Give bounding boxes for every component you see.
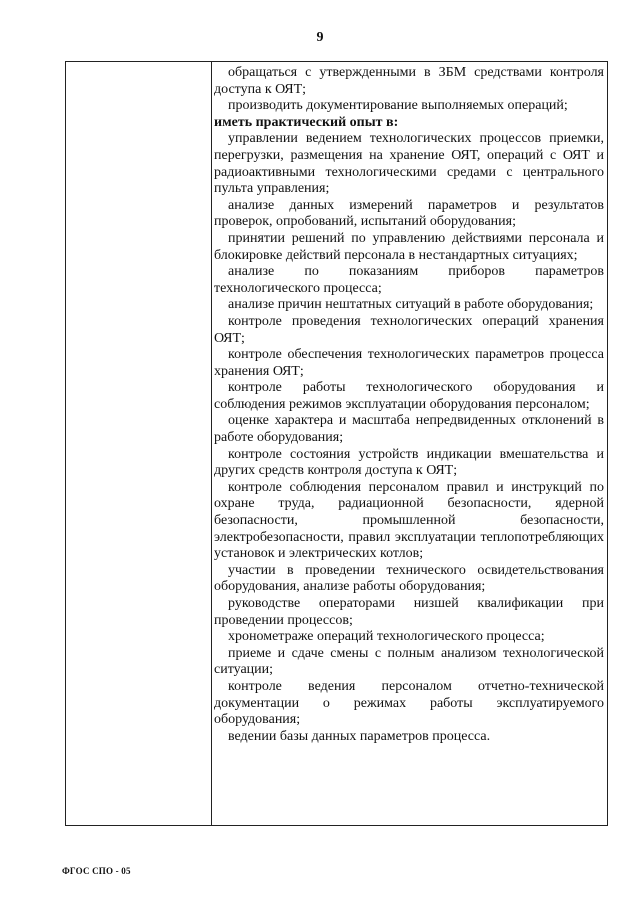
document-footer: ФГОС СПО - 05 bbox=[62, 866, 131, 876]
list-item: управлении ведением технологических процессов приемки, перегрузки, размещения на хранение ОЯТ, операций с ОЯТ и радиоактивными технологическими средами с центрального пульта управления; bbox=[214, 131, 604, 197]
list-item: принятии решений по управлению действиями персонала и блокировке действий персонала в нестандартных ситуациях; bbox=[214, 230, 604, 263]
list-item: контроле состояния устройств индикации вмешательства и других средств контроля доступа к ОЯТ; bbox=[214, 446, 604, 479]
table-content-cell bbox=[214, 65, 604, 745]
list-item: контроле работы технологического оборудования и соблюдения режимов эксплуатации оборудования персоналом; bbox=[214, 380, 604, 412]
list-item: обращаться с утвержденными в ЗБМ средствами контроля доступа к ОЯТ; bbox=[214, 65, 604, 97]
page-number: 9 bbox=[316, 30, 324, 45]
list-item: производить документирование выполняемых операций; bbox=[228, 98, 568, 114]
list-item: контроле обеспечения технологических параметров процесса хранения ОЯТ; bbox=[214, 347, 604, 379]
column-divider bbox=[211, 62, 212, 825]
list-item: анализе по показаниям приборов параметров технологического процесса; bbox=[214, 264, 604, 296]
list-item: контроле ведения персоналом отчетно-технической документации о режимах работы эксплуатируемого оборудования; bbox=[214, 678, 604, 728]
list-item: контроле соблюдения персоналом правил и инструкций по охране труда, радиационной безопасности, ядерной безопасности, промышленной безопасности, электробезопасности, правил эксплуатации теплопотребляющих установок и электрических котлов; bbox=[214, 479, 604, 562]
list-item: оценке характера и масштаба непредвиденных отклонений в работе оборудования; bbox=[214, 413, 604, 446]
competency-table bbox=[65, 61, 608, 826]
list-item: ведении базы данных параметров процесса. bbox=[228, 728, 491, 744]
list-item: анализе данных измерений параметров и результатов проверок, опробований, испытаний оборудования; bbox=[214, 197, 604, 230]
list-item: участии в проведении технического освидетельствования оборудования, анализе работы оборудования; bbox=[214, 562, 604, 595]
list-item: анализе причин нештатных ситуаций в работе оборудования; bbox=[228, 297, 594, 313]
list-item: руководстве операторами низшей квалификации при проведении процессов; bbox=[214, 596, 604, 628]
list-item: хронометраже операций технологического процесса; bbox=[228, 629, 545, 645]
section-heading: иметь практический опыт в: bbox=[214, 114, 399, 130]
list-item: приеме и сдаче смены с полным анализом технологической ситуации; bbox=[214, 645, 604, 678]
list-item: контроле проведения технологических операций хранения ОЯТ; bbox=[214, 313, 604, 346]
